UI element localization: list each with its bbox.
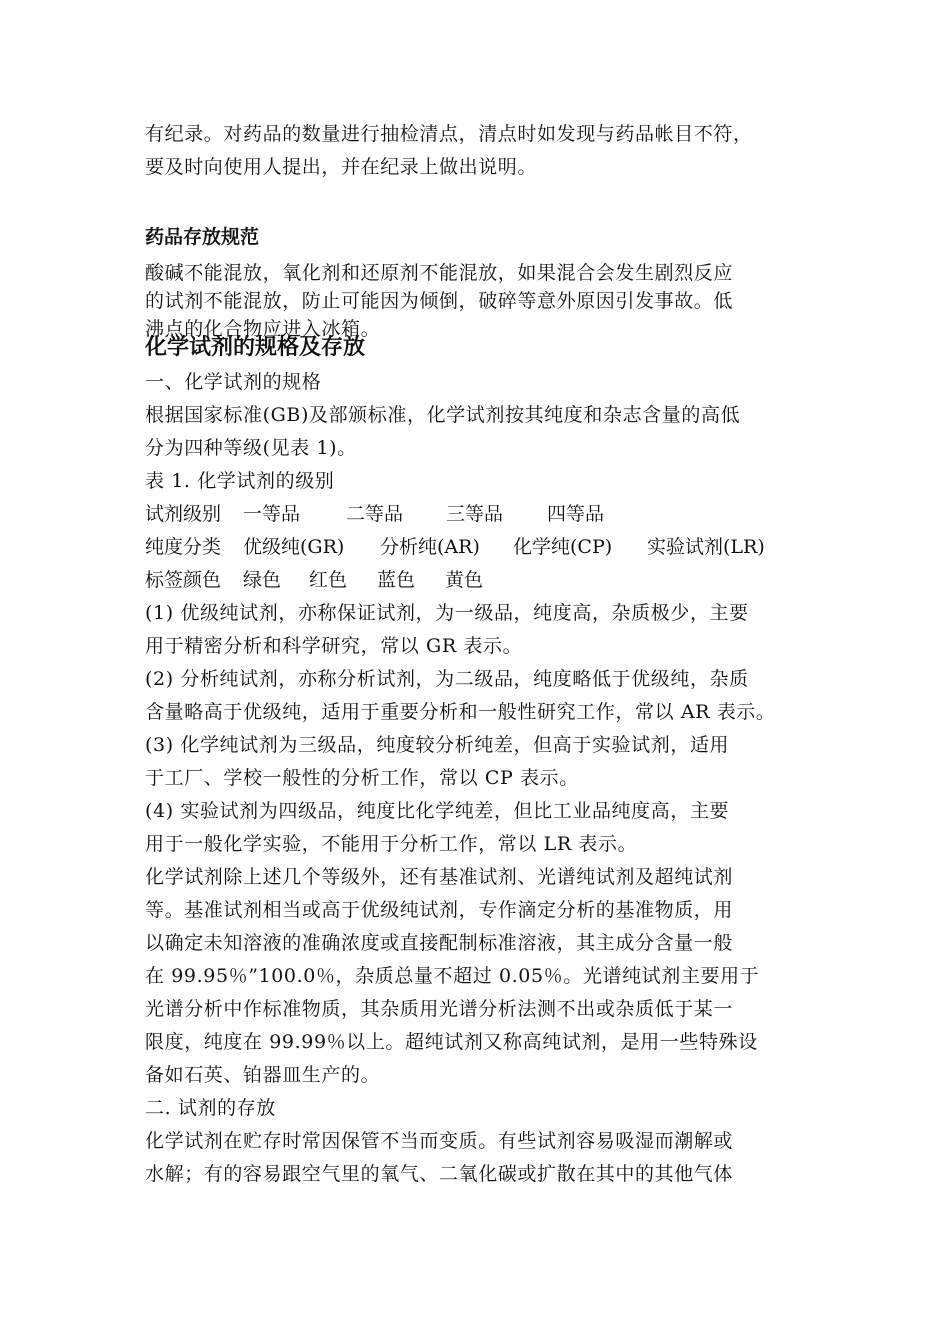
table-caption: 表 1. 化学试剂的级别 <box>145 470 335 492</box>
grade-table <box>145 498 825 597</box>
table-row <box>145 564 825 597</box>
list-item: 用于一般化学实验，不能用于分析工作，常以 LR 表示。 <box>145 833 638 855</box>
section1-heading: 一、化学试剂的规格 <box>145 371 322 393</box>
grade-item-list <box>145 597 825 861</box>
text-line: 化学试剂除上述几个等级外，还有基准试剂、光谱纯试剂及超纯试剂 <box>145 866 734 888</box>
list-item: 含量略高于优级纯，适用于重要分析和一般性研究工作，常以 AR 表示。 <box>145 701 776 723</box>
storage-norms-paragraph <box>145 259 825 343</box>
table-cell: 优级纯(GR) <box>243 536 345 558</box>
table-cell: 二等品 <box>346 503 404 525</box>
storage-norms-heading: 药品存放规范 <box>145 226 260 248</box>
section2-heading: 二. 试剂的存放 <box>145 1097 276 1119</box>
intro-paragraph <box>145 118 825 184</box>
table-cell: 四等品 <box>547 503 605 525</box>
text-line: 分为四种等级(见表 1)。 <box>145 437 357 459</box>
text-line: 水解；有的容易跟空气里的氧气、二氧化碳或扩散在其中的其他气体 <box>145 1163 734 1185</box>
table-cell: 黄色 <box>445 569 484 591</box>
table-cell: 分析纯(AR) <box>380 536 480 558</box>
list-item: (4) 实验试剂为四级品，纯度比化学纯差，但比工业品纯度高，主要 <box>145 800 730 822</box>
list-item: (3) 化学纯试剂为三级品，纯度较分析纯差，但高于实验试剂，适用 <box>145 734 730 756</box>
text-line: 备如石英、铂器皿生产的。 <box>145 1064 381 1086</box>
table-cell: 绿色 <box>243 569 282 591</box>
text-line: 酸碱不能混放，氧化剂和还原剂不能混放，如果混合会发生剧烈反应 <box>145 262 734 284</box>
text-line: 在 99.95％”100.0％，杂质总量不超过 0.05％。光谱纯试剂主要用于 <box>145 965 760 987</box>
table-cell: 化学纯(CP) <box>513 536 613 558</box>
text-line: 光谱分析中作标准物质，其杂质用光谱分析法测不出或杂质低于某一 <box>145 998 734 1020</box>
list-item: (1) 优级纯试剂，亦称保证试剂，为一级品，纯度高，杂质极少，主要 <box>145 602 749 624</box>
text-line: 沸点的化合物应进入冰箱。 <box>145 318 381 340</box>
table-cell: 三等品 <box>446 503 504 525</box>
text-line: 的试剂不能混放，防止可能因为倾倒，破碎等意外原因引发事故。低 <box>145 290 734 312</box>
storage-norms-heading-block <box>145 222 825 252</box>
table-cell: 红色 <box>309 569 348 591</box>
table-cell: 实验试剂(LR) <box>647 536 765 558</box>
table-cell: 试剂级别 <box>145 503 222 525</box>
table-cell: 蓝色 <box>377 569 416 591</box>
text-line: 限度，纯度在 99.99％以上。超纯试剂又称高纯试剂，是用一些特殊设 <box>145 1031 758 1053</box>
table-cell: 一等品 <box>243 503 301 525</box>
text-line: 有纪录。对药品的数量进行抽检清点，清点时如发现与药品帐目不符， <box>145 123 753 145</box>
table-cell: 纯度分类 <box>145 536 222 558</box>
section1 <box>145 366 825 1191</box>
list-item: (2) 分析纯试剂，亦称分析试剂，为二级品，纯度略低于优级纯，杂质 <box>145 668 749 690</box>
table-row <box>145 531 825 564</box>
text-line: 根据国家标准(GB)及部颁标准，化学试剂按其纯度和杂志含量的高低 <box>145 404 741 426</box>
text-line: 要及时向使用人提出，并在纪录上做出说明。 <box>145 156 538 178</box>
main-heading: 化学试剂的规格及存放 <box>145 335 366 360</box>
text-line: 以确定未知溶液的准确浓度或直接配制标准溶液，其主成分含量一般 <box>145 932 734 954</box>
table-row <box>145 498 825 531</box>
extra-paragraph <box>145 861 825 1092</box>
table-cell: 标签颜色 <box>145 569 222 591</box>
text-line: 化学试剂在贮存时常因保管不当而变质。有些试剂容易吸湿而潮解或 <box>145 1130 734 1152</box>
list-item: 用于精密分析和科学研究，常以 GR 表示。 <box>145 635 523 657</box>
main-heading-block <box>145 333 825 363</box>
text-line: 等。基准试剂相当或高于优级纯试剂，专作滴定分析的基准物质，用 <box>145 899 734 921</box>
list-item: 于工厂、学校一般性的分析工作，常以 CP 表示。 <box>145 767 579 789</box>
